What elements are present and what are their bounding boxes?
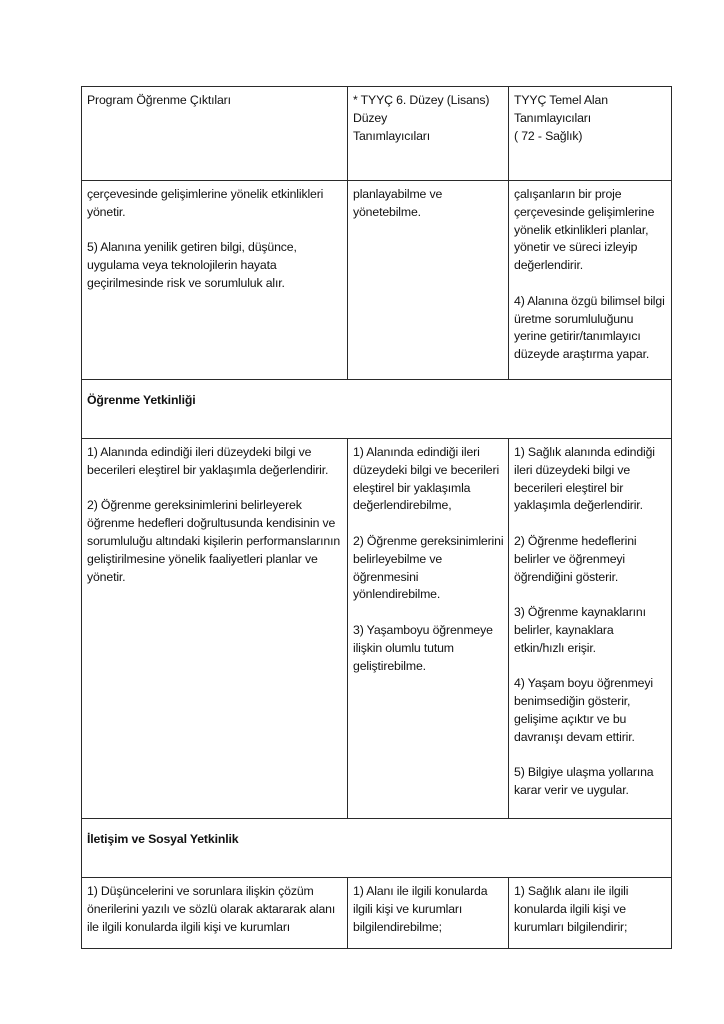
descriptor-text: 1) Sağlık alanında edindiği ileri düzeydeki bilgi ve becerileri eleştirel bir yaklaşımla değerlendirir. bbox=[514, 445, 655, 513]
descriptor-text: planlayabilme ve yönetebilme. bbox=[353, 187, 443, 219]
descriptor-text: çalışanların bir proje çerçevesinde gelişimlerine yönelik etkinlikleri planlar, yönetir ve süreci izleyip değerlendirir. bbox=[514, 187, 655, 273]
table-row bbox=[82, 439, 672, 819]
cell-level-descriptors bbox=[348, 878, 509, 949]
cell-field-descriptors bbox=[509, 181, 672, 380]
header-line: TYYÇ Temel Alan bbox=[514, 93, 608, 107]
table-row bbox=[82, 878, 672, 949]
descriptor-text: 2) Öğrenme hedeflerini belirler ve öğrenmeyi öğrendiğini gösterir. bbox=[514, 533, 637, 584]
header-tyyc-field-descriptors bbox=[509, 87, 672, 181]
descriptor-text: 2) Öğrenme gereksinimlerini belirleyebilme ve öğrenmesini yönlendirebilme. bbox=[353, 533, 504, 602]
header-line: ( 72 - Sağlık) bbox=[514, 128, 583, 143]
descriptor-text: 1) Alanında edindiği ileri düzeydeki bilgi ve becerileri eleştirel bir yaklaşımla değerlendirebilme, bbox=[353, 445, 500, 513]
outcome-text: 1) Düşüncelerini ve sorunlara ilişkin çözüm önerilerini yazılı ve sözlü olarak aktararak alanı ile ilgili konularda ilgili kişi ve kurumları bbox=[87, 884, 336, 934]
table-row bbox=[82, 181, 672, 380]
descriptor-text: 3) Öğrenme kaynaklarını belirler, kaynaklara etkin/hızlı erişir. bbox=[514, 605, 646, 655]
header-line: Tanımlayıcıları bbox=[353, 128, 431, 143]
header-tyyc-level-descriptors bbox=[348, 87, 509, 181]
section-title: Öğrenme Yetkinliği bbox=[82, 380, 672, 439]
table-header-row bbox=[82, 87, 672, 181]
cell-program-outcomes bbox=[82, 878, 348, 949]
section-title: İletişim ve Sosyal Yetkinlik bbox=[82, 819, 672, 878]
header-line: Tanımlayıcıları bbox=[514, 110, 592, 125]
cell-field-descriptors bbox=[509, 878, 672, 949]
header-line: Program Öğrenme Çıktıları bbox=[87, 93, 231, 107]
header-program-outcomes bbox=[82, 87, 348, 181]
outcome-text: 5) Alanına yenilik getiren bilgi, düşünce, uygulama veya teknolojilerin hayata geçirilmesinde risk ve sorumluluk alır. bbox=[87, 240, 297, 290]
learning-outcomes-table bbox=[81, 86, 672, 949]
cell-field-descriptors bbox=[509, 439, 672, 819]
header-line: Düzey bbox=[353, 110, 388, 125]
descriptor-text: 4) Alanına özgü bilimsel bilgi üretme sorumluluğunu yerine getirir/tanımlayıcı düzeyde araştırma yapar. bbox=[514, 293, 665, 362]
descriptor-text: 5) Bilgiye ulaşma yollarına karar verir ve uygular. bbox=[514, 765, 654, 798]
cell-program-outcomes bbox=[82, 439, 348, 819]
outcome-text: çerçevesinde gelişimlerine yönelik etkinlikleri yönetir. bbox=[87, 187, 324, 219]
descriptor-text: 3) Yaşamboyu öğrenmeye ilişkin olumlu tutum geliştirebilme. bbox=[353, 622, 493, 673]
outcome-text: 2) Öğrenme gereksinimlerini belirleyerek öğrenme hedefleri doğrultusunda kendisinin ve sorumluluğu altındaki kişilerin performanslarının geliştirilmesine yönelik faaliyetleri planlar ve yönetir. bbox=[87, 498, 341, 584]
cell-program-outcomes bbox=[82, 181, 348, 380]
outcome-text: 1) Alanında edindiği ileri düzeydeki bilgi ve becerileri eleştirel bir yaklaşımla değerlendirir. bbox=[87, 445, 329, 477]
cell-level-descriptors bbox=[348, 181, 509, 380]
descriptor-text: 1) Sağlık alanı ile ilgili konularda ilgili kişi ve kurumları bilgilendirir; bbox=[514, 884, 629, 934]
cell-level-descriptors bbox=[348, 439, 509, 819]
descriptor-text: 1) Alanı ile ilgili konularda ilgili kişi ve kurumları bilgilendirebilme; bbox=[353, 884, 488, 934]
section-row-communication-social-competence bbox=[82, 819, 672, 878]
section-row-learning-competence bbox=[82, 380, 672, 439]
header-line: * TYYÇ 6. Düzey (Lisans) bbox=[353, 93, 490, 107]
descriptor-text: 4) Yaşam boyu öğrenmeyi benimsediğin gösterir, gelişime açıktır ve bu davranışı devam ettirir. bbox=[514, 676, 653, 744]
